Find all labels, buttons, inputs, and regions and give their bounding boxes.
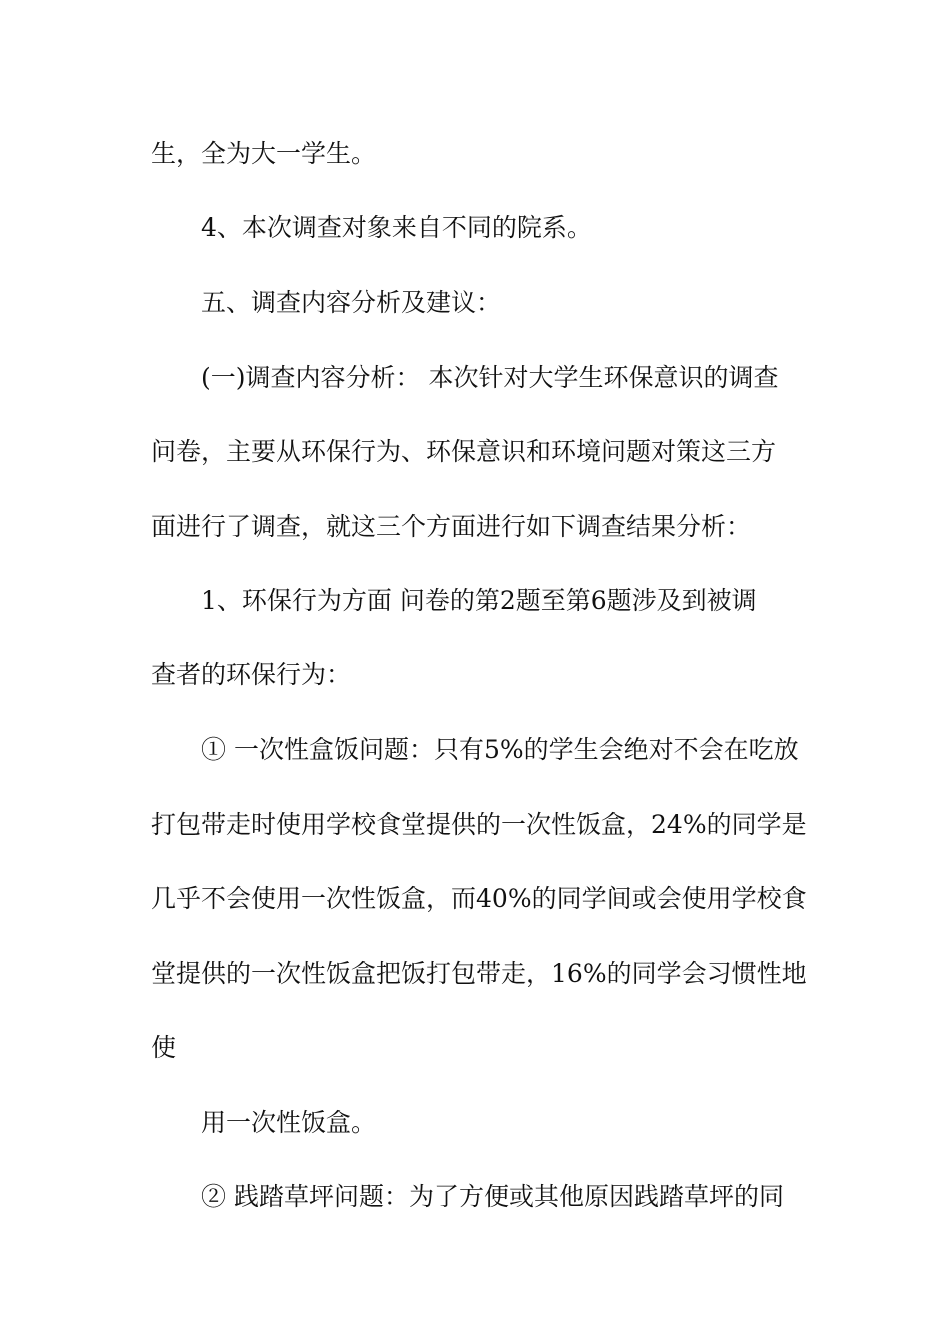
paragraph-line <box>0 432 950 472</box>
paragraph-line <box>0 954 950 994</box>
line-text: 问卷，主要从环保行为、环保意识和环境问题对策这三方 <box>151 437 777 466</box>
line-text: 使 <box>151 1033 177 1062</box>
line-text: (一)调查内容分析： 本次针对大学生环保意识的调查 <box>201 363 779 392</box>
line-text: 生，全为大一学生。 <box>151 139 377 168</box>
paragraph-line <box>0 1028 950 1068</box>
paragraph-line <box>0 358 950 398</box>
paragraph-line <box>0 507 950 547</box>
line-text: 4、本次调查对象来自不同的院系。 <box>201 213 592 242</box>
paragraph-line <box>0 730 950 770</box>
line-text: 用一次性饭盒。 <box>201 1108 377 1137</box>
line-text: 打包带走时使用学校食堂提供的一次性饭盒，24%的同学是 <box>151 810 807 839</box>
paragraph-line <box>0 805 950 845</box>
line-text: 堂提供的一次性饭盒把饭打包带走，16%的同学会习惯性地 <box>151 959 807 988</box>
paragraph-line <box>0 581 950 621</box>
line-text: ① 一次性盒饭问题：只有5%的学生会绝对不会在吃放 <box>201 735 799 764</box>
line-text: ② 践踏草坪问题：为了方便或其他原因践踏草坪的同 <box>201 1182 784 1211</box>
paragraph-line <box>0 1177 950 1217</box>
paragraph-line <box>0 208 950 248</box>
paragraph-line <box>0 134 950 174</box>
line-text: 1、环保行为方面 问卷的第2题至第6题涉及到被调 <box>201 586 757 615</box>
paragraph-line <box>0 879 950 919</box>
section-heading <box>0 283 950 323</box>
paragraph-line <box>0 1103 950 1143</box>
line-text: 面进行了调查，就这三个方面进行如下调查结果分析： <box>151 512 752 541</box>
line-text: 几乎不会使用一次性饭盒，而40%的同学间或会使用学校食 <box>151 884 807 913</box>
line-text: 五、调查内容分析及建议： <box>201 288 502 317</box>
line-text: 查者的环保行为： <box>151 660 352 689</box>
paragraph-line <box>0 655 950 695</box>
